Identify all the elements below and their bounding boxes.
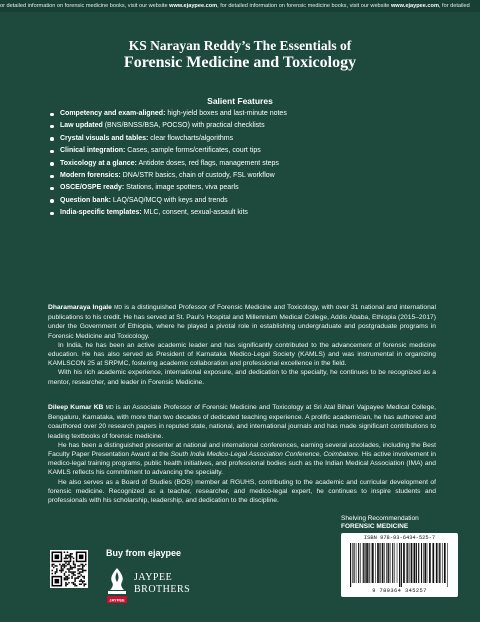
qr-module [52, 570, 54, 572]
qr-module [64, 558, 66, 560]
qr-module [79, 576, 81, 578]
feature-text: high-yield boxes and last-minute notes [165, 110, 287, 117]
qr-module [80, 571, 82, 573]
barcode-bar [366, 543, 368, 583]
feature-item [50, 170, 450, 182]
barcode-bar [418, 543, 419, 583]
qr-module [55, 565, 57, 567]
qr-module [74, 580, 76, 582]
barcode-bar [372, 543, 374, 583]
qr-module [80, 568, 82, 570]
author-name: Dileep Kumar KB [48, 404, 104, 411]
qr-module [67, 555, 69, 557]
qr-module [52, 565, 54, 567]
qr-module [64, 567, 66, 569]
qr-module [79, 580, 81, 582]
barcode-bar [414, 543, 416, 583]
qr-module [70, 558, 72, 560]
qr-module [70, 559, 72, 561]
qr-module [56, 571, 58, 573]
qr-module [67, 564, 69, 566]
feature-bold: Law updated [60, 122, 103, 130]
qr-module [79, 583, 81, 585]
qr-module [70, 556, 72, 558]
barcode-digits: 9 789364 345257 [372, 588, 427, 594]
barcode-bar [382, 543, 384, 583]
qr-module [64, 577, 66, 579]
qr-module [73, 567, 75, 569]
qr-module [71, 571, 73, 573]
qr-module [83, 570, 85, 572]
qr-module [80, 564, 82, 566]
features-heading: Salient Features [207, 96, 273, 106]
barcode-bar [423, 543, 424, 583]
qr-module [65, 565, 67, 567]
feature-text: MLC, consent, sexual-assault kits [141, 209, 248, 217]
qr-module [80, 574, 82, 576]
feature-text: Cases, sample forms/certificates, court tips [125, 147, 261, 155]
barcode-bar [363, 543, 364, 583]
book-title-line1: KS Narayan Reddy’s The Essentials of [128, 38, 352, 53]
feature-item [50, 108, 450, 120]
barcode-bar [403, 543, 405, 583]
qr-module [62, 568, 64, 570]
barcode-bar [432, 543, 434, 583]
qr-module [71, 576, 73, 578]
qr-module [55, 571, 57, 573]
barcode-bar [360, 543, 361, 583]
qr-module [82, 567, 84, 569]
qr-module [67, 552, 69, 554]
qr-module [74, 567, 76, 569]
qr-code-icon[interactable] [50, 550, 88, 588]
qr-module [82, 565, 84, 567]
qr-module [68, 577, 70, 579]
qr-module [59, 564, 61, 566]
barcode-bar [436, 543, 438, 583]
publisher-name [134, 572, 190, 596]
qr-module [82, 564, 84, 566]
feature-bold: Crystal visuals and tables: [60, 134, 149, 142]
feature-bold: Modern forensics: [60, 172, 121, 180]
qr-module [56, 565, 58, 567]
barcode-bar [390, 543, 391, 583]
website-ticker [0, 0, 480, 12]
qr-module [80, 580, 82, 582]
qr-module [61, 571, 63, 573]
buy-from-ejaypee[interactable]: Buy from ejaypee [106, 548, 182, 558]
qr-module [80, 579, 82, 581]
barcode-bar [401, 543, 402, 587]
qr-module [71, 556, 73, 558]
qr-module [67, 558, 69, 560]
publisher-line2: BROTHERS [134, 584, 191, 595]
shelving-category: FORENSIC MEDICINE [341, 523, 409, 530]
qr-module [82, 571, 84, 573]
qr-module [70, 567, 72, 569]
bio-paragraph: In India, he has been an active academic leader and has significantly contributed to the advancement of forensic medicine education. He has also served as President of Karnataka Medico-Legal Society (KAMLS) and was instrumental in organizing KAMLSCON 25 at SRPMC, fostering academic collaboration and professional excellence in the field. [48, 341, 436, 368]
feature-item [50, 158, 450, 170]
barcode-bar [364, 543, 365, 583]
feature-bold: Toxicology at a glance: [60, 159, 137, 167]
feature-item [50, 207, 450, 219]
qr-module [73, 582, 75, 584]
qr-module [68, 571, 70, 573]
bio-paragraph: He also serves as a Board of Studies (BOS) member at RGUHS, contributing to the academic and curricular development of forensic medicine. Recognized as a teacher, researcher, and medico-legal expert, he continues to inspire students and professionals with his scholarship, leadership, and dedication to the discipline. [48, 478, 436, 505]
qr-module [79, 555, 84, 560]
qr-module [83, 583, 85, 585]
barcode-bar [371, 543, 372, 583]
qr-module [80, 583, 82, 585]
qr-module [85, 570, 87, 572]
barcode-bar [377, 543, 379, 583]
qr-module [62, 564, 64, 566]
feature-item [50, 133, 450, 145]
barcode-bar [429, 543, 431, 583]
barcode-bar [350, 543, 351, 587]
qr-module [70, 565, 72, 567]
author-name: Dharamaraya Ingale [48, 304, 112, 311]
qr-module [65, 561, 67, 563]
qr-module [77, 576, 79, 578]
barcode-bar [411, 543, 413, 583]
qr-module [67, 579, 69, 581]
author-bio-dileep [48, 403, 436, 505]
author-degree: MD [114, 305, 123, 311]
qr-module [71, 582, 73, 584]
ticker-text-1: or detailed information on forensic medicine books, visit our website [0, 3, 170, 9]
qr-module [65, 556, 67, 558]
author-bio-ingale [48, 303, 436, 387]
qr-module [61, 570, 63, 572]
qr-module [74, 585, 76, 587]
qr-module [53, 564, 55, 566]
qr-module [68, 562, 70, 564]
qr-module [61, 568, 63, 570]
qr-module [76, 585, 78, 587]
barcode-bar [444, 543, 446, 583]
qr-module [83, 565, 85, 567]
qr-module [73, 558, 75, 560]
qr-module [79, 573, 81, 575]
qr-module [53, 567, 55, 569]
qr-module [68, 570, 70, 572]
bio-text: is a distinguished Professor of Forensic Medicine and Toxicology, with over 31 national and international publications to his credit. He has served at St. Paul’s Hospital and Millennium Medical College, Addis Ababa, Ethiopia (2015–2017) under the Government of Ethiopia, where he played a pivotal role in establishing undergraduate and postgraduate programs in Forensic Medicine and Toxicology. [48, 304, 436, 340]
barcode-bar [406, 543, 407, 583]
barcode-bar [447, 543, 448, 587]
qr-module [73, 564, 75, 566]
barcode-bar [397, 543, 398, 583]
bio-paragraph: With his rich academic experience, international exposure, and dedication to the specialty, he continues to be recognized as a mentor, researcher, and leader in Forensic Medicine. [48, 369, 436, 386]
barcode-bar [427, 543, 428, 583]
barcode-bar [416, 543, 417, 583]
qr-module [71, 567, 73, 569]
feature-bold: Clinical integration: [60, 147, 126, 155]
qr-module [77, 577, 79, 579]
qr-module [67, 583, 69, 585]
qr-module [74, 577, 76, 579]
feature-text: clear flowcharts/algorithms [148, 134, 234, 142]
qr-module [77, 570, 79, 572]
qr-module [56, 570, 58, 572]
barcode-bar [379, 543, 380, 583]
barcode-bar [384, 543, 385, 583]
feature-bold: India-specific templates: [60, 209, 142, 217]
qr-module [65, 555, 67, 557]
qr-module [64, 573, 66, 575]
qr-module [64, 564, 66, 566]
qr-module [65, 571, 67, 573]
ticker-site-2: www.ejaypee.com [390, 3, 439, 9]
qr-module [73, 562, 75, 564]
qr-module [61, 565, 63, 567]
barcode-bar [352, 543, 353, 583]
shelving-label: Shelving Recommendation [341, 515, 419, 522]
qr-module [65, 579, 67, 581]
author-degree: MD [105, 405, 114, 411]
qr-module [71, 573, 73, 575]
barcode-bar [407, 543, 408, 583]
qr-module [68, 574, 70, 576]
qr-module [61, 567, 63, 569]
barcode-bar [439, 543, 440, 583]
qr-module [74, 565, 76, 567]
barcode-bar [394, 543, 395, 583]
isbn-barcode [341, 533, 458, 597]
qr-module [83, 585, 85, 587]
feature-item [50, 145, 450, 157]
qr-module [68, 561, 70, 563]
qr-module [64, 574, 66, 576]
qr-module [70, 555, 72, 557]
qr-module [70, 561, 72, 563]
qr-module [77, 573, 79, 575]
barcode-bar [369, 543, 370, 583]
qr-module [85, 564, 87, 566]
feature-item [50, 195, 450, 207]
barcode-bar [409, 543, 410, 583]
qr-module [77, 568, 79, 570]
qr-module [67, 577, 69, 579]
qr-module [62, 570, 64, 572]
barcode-bar [386, 543, 387, 583]
ticker-site-1: www.ejaypee.com [169, 3, 218, 9]
qr-module [82, 580, 84, 582]
qr-module [68, 564, 70, 566]
features-list [50, 108, 450, 220]
publisher-line1: JAYPEE [134, 572, 173, 583]
qr-module [65, 562, 67, 564]
qr-module [59, 570, 61, 572]
qr-module [70, 568, 72, 570]
qr-module [65, 577, 67, 579]
qr-module [83, 577, 85, 579]
barcode-bars-icon [348, 543, 451, 587]
qr-module [74, 571, 76, 573]
qr-module [73, 571, 75, 573]
qr-module [64, 565, 66, 567]
feature-bold: Question bank: [60, 196, 111, 204]
feature-text: Stations, image spotters, viva pearls [124, 184, 239, 192]
qr-module [64, 579, 66, 581]
bio-paragraph [48, 403, 436, 441]
barcode-bar [354, 543, 355, 583]
barcode-bar [442, 543, 443, 583]
book-title-line2: Forensic Medicine and Toxicology [123, 54, 357, 71]
barcode-bar [421, 543, 422, 583]
qr-module [83, 580, 85, 582]
conference-name: South India Medico-Legal Association Conference, Coimbatore [170, 451, 358, 459]
qr-code-graphic [50, 550, 88, 588]
isbn-text: ISBN 978-93-6434-525-7 [363, 535, 436, 541]
qr-module [70, 571, 72, 573]
feature-item [50, 182, 450, 194]
bio-text: He has been a distinguished presenter at national and international conferences, earning several accolades, including the Best Faculty Paper Presentation Award at the [48, 441, 436, 459]
feature-item [50, 120, 450, 132]
qr-module [68, 555, 70, 557]
jaypee-logo-icon [106, 566, 128, 604]
barcode-bar [392, 543, 393, 583]
barcode-bar [375, 543, 376, 583]
qr-module [79, 571, 81, 573]
barcode-bar [399, 543, 400, 587]
feature-bold: Competency and exam-aligned: [60, 110, 166, 117]
feature-text: Antidote doses, red flags, management steps [136, 159, 279, 167]
qr-module [52, 573, 54, 575]
qr-module [83, 576, 85, 578]
qr-module [52, 564, 54, 566]
qr-module [74, 579, 76, 581]
qr-module [73, 583, 75, 585]
barcode-bar [356, 543, 357, 583]
qr-module [82, 568, 84, 570]
qr-module [55, 555, 60, 560]
bio-paragraph [48, 303, 436, 341]
qr-module [74, 583, 76, 585]
feature-bold: OSCE/OSPE ready: [60, 184, 125, 192]
qr-module [65, 558, 67, 560]
qr-module [68, 582, 70, 584]
qr-module [79, 568, 81, 570]
qr-module [73, 573, 75, 575]
qr-module [82, 582, 84, 584]
shelving-recommendation [341, 515, 451, 531]
bio-text: is an Associate Professor of Forensic Medicine and Toxicology at Sri Atal Bihari Vajpayee Medical College, Bengaluru, Karnataka, with more than two decades of dedicated teaching experience. A prolific academician, he has authored and coauthored over 20 research papers in reputed state, national, and international journals and has made significant contributions to leading textbooks of forensic medicine. [48, 404, 437, 440]
qr-module [73, 561, 75, 563]
book-title [0, 38, 480, 72]
barcode-bar [358, 543, 359, 583]
barcode-bar [440, 543, 441, 583]
qr-module [82, 576, 84, 578]
qr-module [82, 570, 84, 572]
qr-module [67, 561, 69, 563]
logo-badge-text: JAYPEE [109, 597, 125, 603]
qr-module [70, 553, 72, 555]
qr-module [55, 573, 57, 575]
qr-module [65, 585, 67, 587]
qr-module [64, 552, 66, 554]
qr-module [79, 565, 81, 567]
qr-module [71, 553, 73, 555]
barcode-bar [388, 543, 389, 583]
qr-module [55, 579, 60, 584]
barcode-bar [424, 543, 426, 583]
qr-module [73, 574, 75, 576]
feature-text: (BNS/BNSS/BSA, POCSO) with practical checklists [102, 122, 265, 130]
qr-module [68, 568, 70, 570]
bio-paragraph [48, 441, 436, 478]
qr-module [74, 574, 76, 576]
feature-text: LAQ/SAQ/MCQ with keys and trends [110, 196, 228, 204]
qr-module [71, 568, 73, 570]
ticker-text-3: , for detailed [438, 3, 470, 9]
qr-module [77, 565, 79, 567]
qr-module [68, 556, 70, 558]
qr-module [64, 561, 66, 563]
qr-module [71, 577, 73, 579]
qr-module [56, 568, 58, 570]
qr-module [62, 565, 64, 567]
qr-module [65, 583, 67, 585]
qr-module [65, 576, 67, 578]
bio-text: . His active involvement in medico-legal training programs, public health initiatives, and professional bodies such as the Indian Medical Association (IMA) and KAMLS reflects his commitment to advancing the specialty. [48, 451, 436, 477]
qr-module [76, 577, 78, 579]
qr-module [85, 583, 87, 585]
qr-module [67, 576, 69, 578]
qr-module [74, 564, 76, 566]
feature-text: DNA/STR basics, chain of custody, FSL workflow [120, 172, 275, 180]
ticker-text-2: , for detailed information on forensic medicine books, visit our website [217, 3, 391, 9]
qr-module [65, 582, 67, 584]
qr-module [67, 568, 69, 570]
